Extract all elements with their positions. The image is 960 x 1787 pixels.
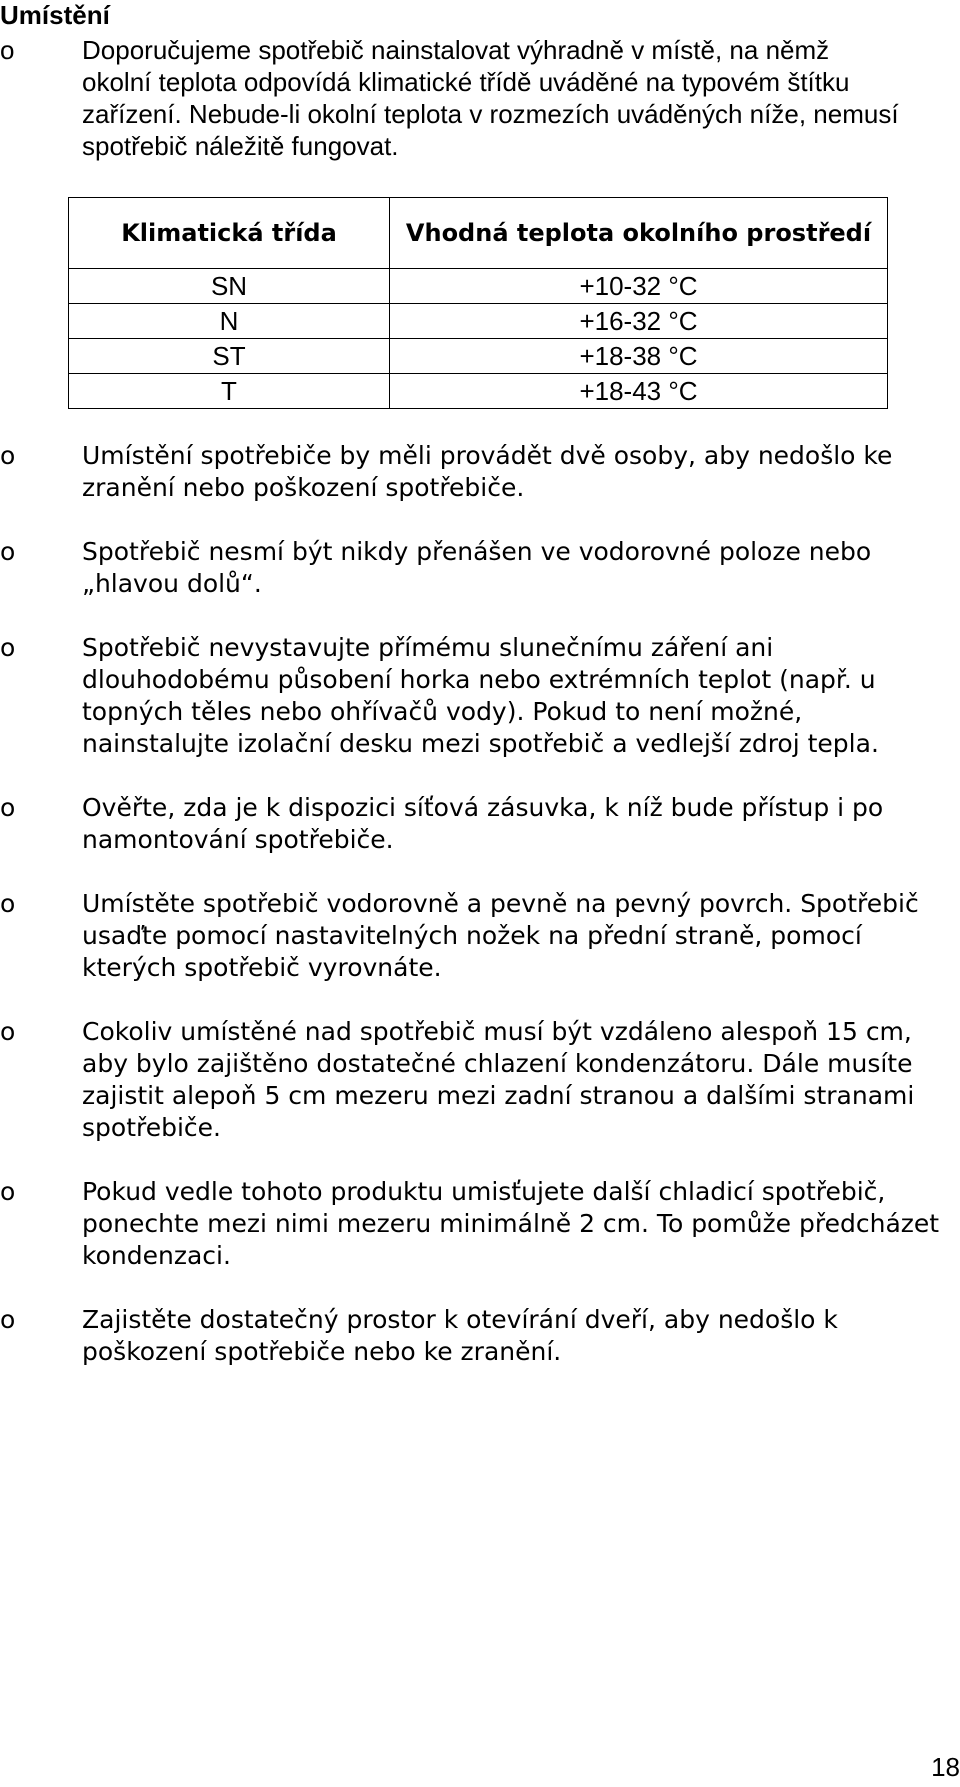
header-ambient-temperature: Vhodná teplota okolního prostředí bbox=[390, 198, 888, 269]
list-item bbox=[0, 536, 945, 600]
list-item-text: Umístěte spotřebič vodorovně a pevně na pevný povrch. Spotřebič usaďte pomocí nastavitelných nožek na přední straně, pomocí kterých spotřebič vyrovnáte. bbox=[82, 889, 919, 982]
bullet-marker: o bbox=[0, 793, 16, 822]
list-item bbox=[0, 792, 945, 856]
table-row bbox=[69, 269, 888, 304]
list-item-text: Zajistěte dostatečný prostor k otevírání dveří, aby nedošlo k poškození spotřebiče nebo ke zranění. bbox=[82, 1305, 838, 1366]
intro-text: Doporučujeme spotřebič nainstalovat výhradně v místě, na němž okolní teplota odpovídá klimatické třídě uváděné na typovém štítku zařízení. Nebude-li okolní teplota v rozmezích uváděných níže, nemusí spotřebič náležitě fungovat. bbox=[82, 35, 899, 161]
table-row bbox=[69, 339, 888, 374]
list-item bbox=[0, 1304, 945, 1368]
list-item bbox=[0, 632, 945, 760]
bullet-marker: o bbox=[0, 889, 16, 918]
climate-class-table bbox=[68, 197, 888, 409]
table-row bbox=[69, 304, 888, 339]
bullet-marker: o bbox=[0, 633, 16, 662]
temperature-cell: +16-32 °C bbox=[390, 304, 888, 339]
list-item-text: Cokoliv umístěné nad spotřebič musí být vzdáleno alespoň 15 cm, aby bylo zajištěno dostatečné chlazení kondenzátoru. Dále musíte zajistit alepoň 5 cm mezeru mezi zadní stranou a dalšími stranami spotřebiče. bbox=[82, 1017, 915, 1142]
table-header-row bbox=[69, 198, 888, 269]
list-item-text: Ověřte, zda je k dispozici síťová zásuvka, k níž bude přístup i po namontování spotřebiče. bbox=[82, 793, 884, 854]
list-item bbox=[0, 888, 945, 984]
temperature-cell: +18-38 °C bbox=[390, 339, 888, 374]
list-item bbox=[0, 1176, 945, 1272]
bullet-marker: o bbox=[0, 537, 16, 566]
table-row bbox=[69, 374, 888, 409]
bullet-marker: o bbox=[0, 1177, 16, 1206]
page-number: 18 bbox=[931, 1752, 960, 1782]
list-item bbox=[0, 440, 945, 504]
list-item-text: Pokud vedle tohoto produktu umisťujete další chladicí spotřebič, ponechte mezi nimi mezeru minimálně 2 cm. To pomůže předcházet kondenzaci. bbox=[82, 1177, 940, 1270]
list-item-text: Umístění spotřebiče by měli provádět dvě osoby, aby nedošlo ke zranění nebo poškození spotřebiče. bbox=[82, 441, 893, 502]
list-item bbox=[0, 1016, 945, 1144]
temperature-cell: +18-43 °C bbox=[390, 374, 888, 409]
bullet-marker: o bbox=[0, 1305, 16, 1334]
bullet-marker: o bbox=[0, 1017, 16, 1046]
climate-class-cell: T bbox=[69, 374, 390, 409]
climate-class-cell: SN bbox=[69, 269, 390, 304]
bullet-marker: o bbox=[0, 441, 16, 470]
climate-class-cell: N bbox=[69, 304, 390, 339]
list-item-text: Spotřebič nesmí být nikdy přenášen ve vodorovné poloze nebo „hlavou dolů“. bbox=[82, 537, 872, 598]
climate-class-cell: ST bbox=[69, 339, 390, 374]
intro-paragraph bbox=[0, 34, 940, 162]
section-heading: Umístění bbox=[0, 0, 110, 30]
instructions-list bbox=[0, 440, 945, 1400]
header-climate-class: Klimatická třída bbox=[69, 198, 390, 269]
temperature-cell: +10-32 °C bbox=[390, 269, 888, 304]
intro-list-item bbox=[0, 34, 940, 162]
bullet-marker: o bbox=[0, 35, 15, 65]
list-item-text: Spotřebič nevystavujte přímému slunečnímu záření ani dlouhodobému působení horka nebo extrémních teplot (např. u topných těles nebo ohřívačů vody). Pokud to není možné, nainstalujte izolační desku mezi spotřebič a vedlejší zdroj tepla. bbox=[82, 633, 879, 758]
